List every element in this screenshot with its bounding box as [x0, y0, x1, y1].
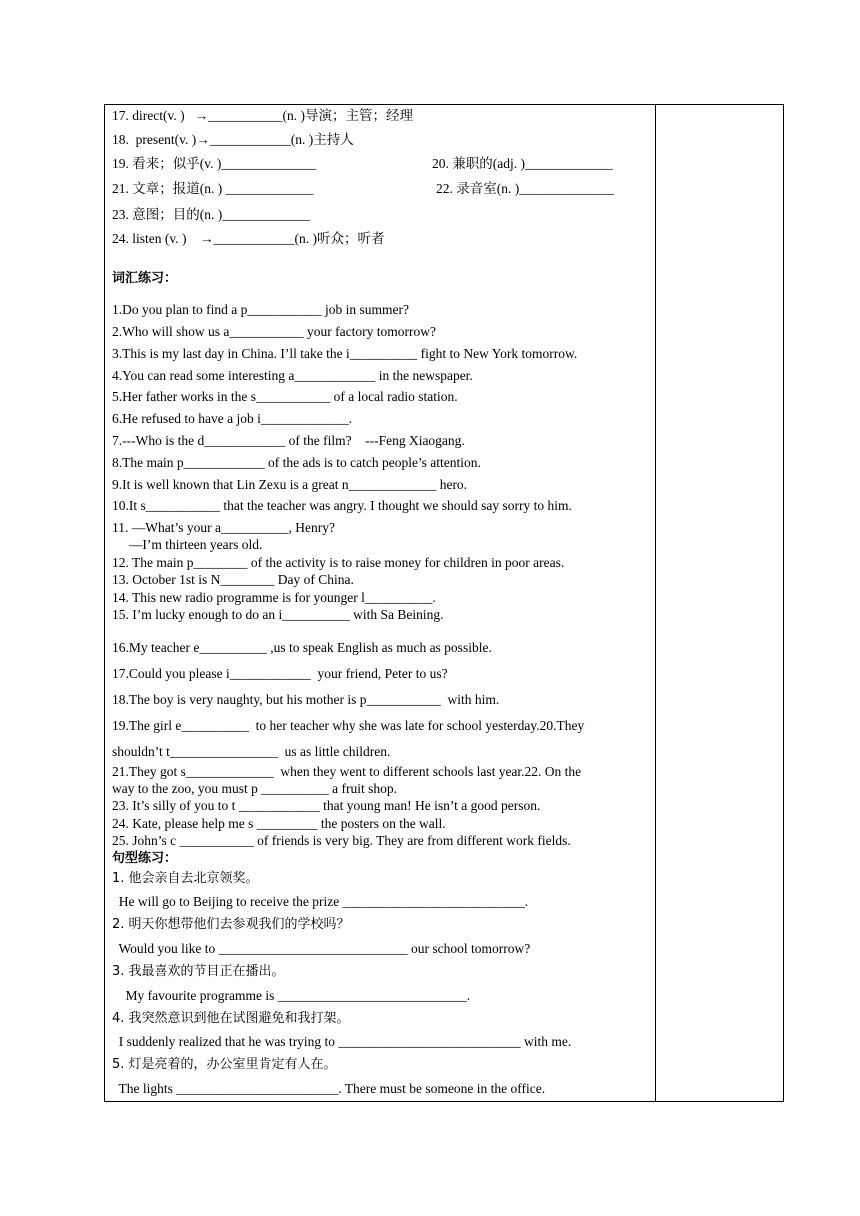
exercise-line: 7.---Who is the d____________ of the film? ---Feng Xiaogang.	[112, 433, 465, 448]
exercise-line: 24. Kate, please help me s _________ the posters on the wall.	[112, 816, 446, 831]
section-heading-vocab-practice: 词汇练习：	[112, 271, 178, 286]
sentence-english: My favourite programme is ____________________________.	[112, 988, 471, 1003]
sentence-chinese: 2. 明天你想带他们去参观我们的学校吗？	[112, 917, 350, 932]
exercise-line: 1.Do you plan to find a p___________ job in summer?	[112, 302, 409, 317]
sentence-english: The lights ________________________. There must be someone in the office.	[112, 1081, 546, 1096]
sentence-chinese: 5. 灯是亮着的，办公室里肯定有人在。	[112, 1057, 337, 1072]
exercise-line: 9.It is well known that Lin Zexu is a great n_____________ hero.	[112, 477, 468, 492]
vocab-item: 20. 兼职的(adj. )_____________	[432, 156, 613, 171]
exercise-line: 13. October 1st is N________ Day of China.	[112, 572, 354, 587]
exercise-line: 17.Could you please i____________ your friend, Peter to us?	[112, 666, 448, 681]
vocab-item: 17. direct(v. ) →___________(n. )导演；主管；经理	[112, 108, 413, 123]
exercise-line: shouldn’t t________________ us as little children.	[112, 744, 391, 759]
sentence-english: I suddenly realized that he was trying to ___________________________ with me.	[112, 1034, 572, 1049]
exercise-line: 14. This new radio programme is for younger l__________.	[112, 590, 436, 605]
vocab-item: 22. 录音室(n. )______________	[436, 181, 614, 196]
exercise-line: 12. The main p________ of the activity is to raise money for children in poor areas.	[112, 555, 565, 570]
sentence-chinese: 1. 他会亲自去北京领奖。	[112, 871, 259, 886]
exercise-line: 8.The main p____________ of the ads is to catch people’s attention.	[112, 455, 481, 470]
exercise-line: 4.You can read some interesting a____________ in the newspaper.	[112, 368, 473, 383]
exercise-line: 10.It s___________ that the teacher was angry. I thought we should say sorry to him.	[112, 498, 572, 513]
exercise-line: way to the zoo, you must p __________ a fruit shop.	[112, 781, 397, 796]
exercise-line: —I’m thirteen years old.	[112, 537, 263, 552]
exercise-line: 2.Who will show us a___________ your factory tomorrow?	[112, 324, 436, 339]
sentence-english: Would you like to ____________________________ our school tomorrow?	[112, 941, 531, 956]
sentence-chinese: 4. 我突然意识到他在试图避免和我打架。	[112, 1011, 350, 1026]
exercise-line: 23. It’s silly of you to t ____________ that young man! He isn’t a good person.	[112, 798, 541, 813]
exercise-line: 15. I’m lucky enough to do an i__________ with Sa Beining.	[112, 607, 444, 622]
exercise-line: 6.He refused to have a job i_____________.	[112, 411, 352, 426]
exercise-line: 25. John’s c ___________ of friends is very big. They are from different work fields.	[112, 833, 571, 848]
table-column-divider	[655, 104, 656, 1102]
section-heading-sentence-practice: 句型练习：	[112, 851, 178, 866]
exercise-line: 21.They got s_____________ when they went to different schools last year.22. On the	[112, 764, 582, 779]
sentence-english: He will go to Beijing to receive the prize ___________________________.	[112, 894, 529, 909]
exercise-line: 5.Her father works in the s___________ of a local radio station.	[112, 389, 458, 404]
vocab-item: 19. 看来；似乎(v. )______________	[112, 156, 316, 171]
exercise-line: 11. —What’s your a__________, Henry?	[112, 520, 335, 535]
vocab-item: 18. present(v. )→____________(n. )主持人	[112, 132, 354, 147]
vocab-item: 23. 意图；目的(n. )_____________	[112, 207, 310, 222]
exercise-line: 19.The girl e__________ to her teacher why she was late for school yesterday.20.They	[112, 718, 585, 733]
exercise-line: 18.The boy is very naughty, but his mother is p___________ with him.	[112, 692, 500, 707]
exercise-line: 3.This is my last day in China. I’ll take the i__________ fight to New York tomorrow.	[112, 346, 578, 361]
vocab-item: 24. listen (v. ) →____________(n. )听众；听者	[112, 231, 385, 246]
vocab-item: 21. 文章；报道(n. ) _____________	[112, 181, 314, 196]
sentence-chinese: 3. 我最喜欢的节目正在播出。	[112, 964, 285, 979]
exercise-line: 16.My teacher e__________ ,us to speak English as much as possible.	[112, 640, 492, 655]
